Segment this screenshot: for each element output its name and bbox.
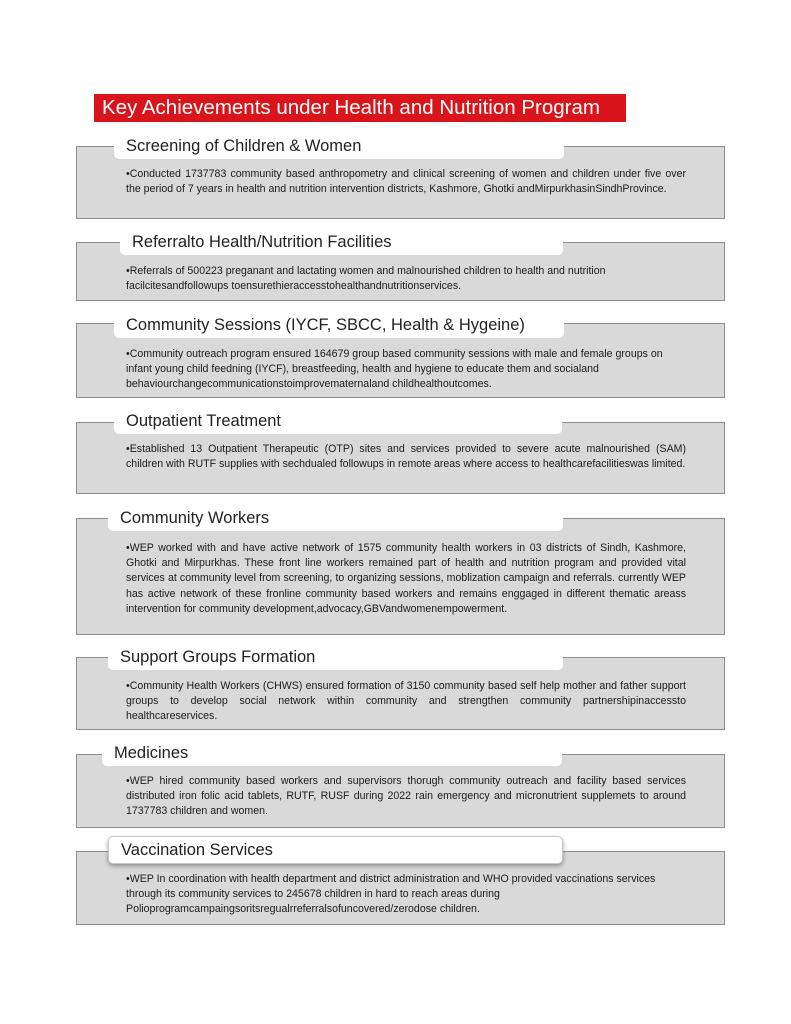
section-heading: Vaccination Services — [108, 836, 563, 864]
section-heading: Community Sessions (IYCF, SBCC, Health & Hygeine) — [114, 312, 564, 338]
section-text: •WEP worked with and have active network of 1575 community health workers in 03 districts of Sindh, Kashmore, Ghotki and Mirpurkhas. These front line workers remained part of health and nutrition program and provided vital services at community level from screening, to organizing sessions, moblization campaign and referrals. currently WEP has active network of these fronline community based workers and remains enggaged in different thematic areass intervention for community development,advocacy,GBVandwomenempowerment. — [126, 542, 686, 615]
section-heading: Medicines — [102, 740, 562, 766]
section-heading: Community Workers — [108, 505, 563, 531]
section-text: •Referrals of 500223 preganant and lactating women and malnourished children to health and nutrition facilcitesandfollowups toensurethieraccesstohealthandnutritionservices. — [126, 265, 606, 293]
section-text: •Community Health Workers (CHWS) ensured formation of 3150 community based self help mother and father support groups to develop social network within community and strengthen community partnershipinaccessto healthcareservices. — [126, 680, 686, 723]
section-text: •Community outreach program ensured 164679 group based community sessions with male and female groups on infant young child feedning (IYCF), breastfeeding, health and hygiene to educate them and socialand behaviourchangecommunicationstoimprovematernaland childhealthoutcomes. — [126, 348, 663, 391]
section-heading: Support Groups Formation — [108, 644, 563, 670]
section-text: •Established 13 Outpatient Therapeutic (OTP) sites and services provided to severe acute malnourished (SAM) children with RUTF supplies with sechdualed followups in remote areas where access to healthcarefacilitieswas limited. — [126, 443, 686, 471]
section-heading: Screening of Children & Women — [114, 133, 564, 159]
section-heading: Referralto Health/Nutrition Facilities — [120, 229, 563, 255]
section-heading: Outpatient Treatment — [114, 408, 562, 434]
section-text: •WEP In coordination with health department and district administration and WHO provided vaccinations services through its community services to 245678 children in hard to reach areas during Polioprogramcampaingsoritsregualrreferralsofuncovered/zerodose children. — [126, 873, 656, 916]
section-text: •WEP hired community based workers and supervisors thorugh community outreach and facility based services distributed iron folic acid tablets, RUTF, RUSF during 2022 rain emergency and micronutrient supplemets to around 1737783 children and women. — [126, 775, 686, 818]
page-title: Key Achievements under Health and Nutrition Program — [94, 94, 626, 122]
section-text: •Conducted 1737783 community based anthropometry and clinical screening of women and children under five over the period of 7 years in health and nutrition intervention districts, Kashmore, Ghotki andMirpurkhasinSindhProvince. — [126, 168, 686, 196]
